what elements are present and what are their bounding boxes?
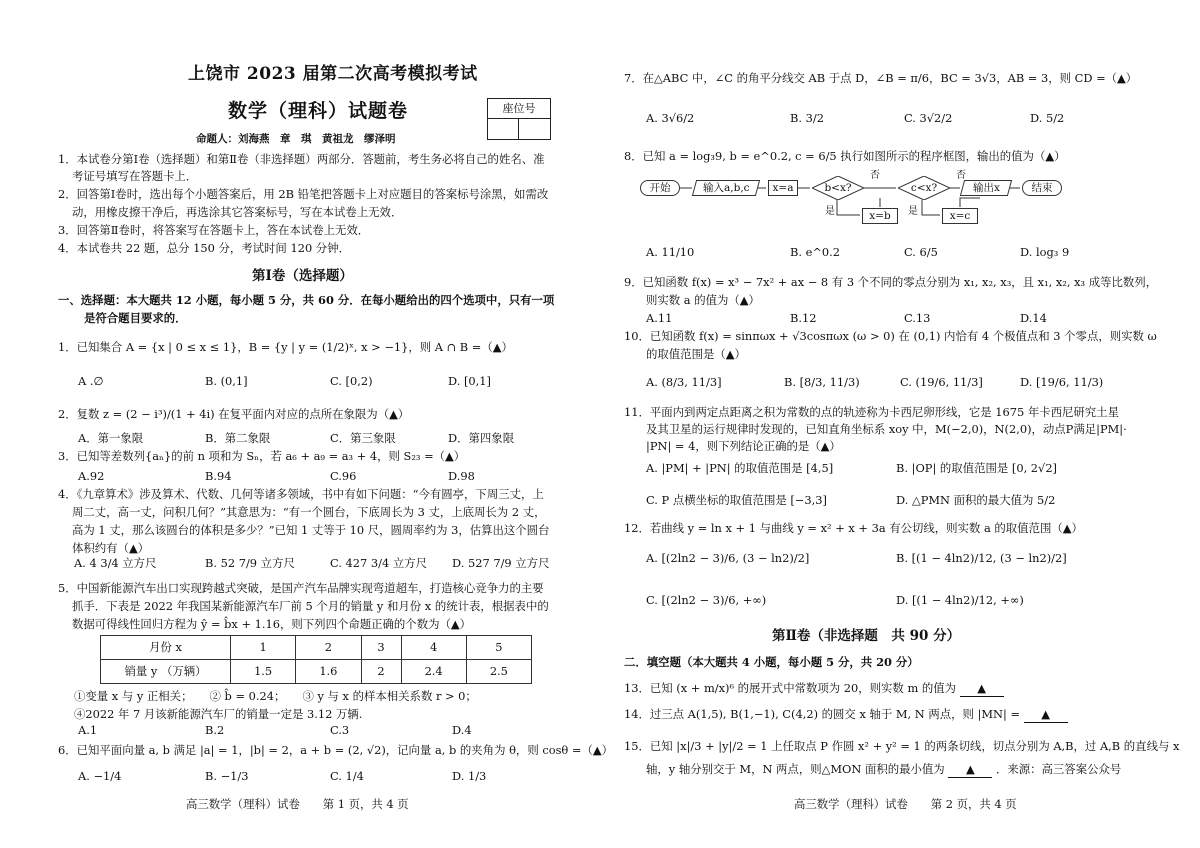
- q5-option-b: B.2: [205, 723, 225, 737]
- page-footer: 高三数学（理科）试卷 第 2 页，共 4 页: [794, 797, 1017, 811]
- flow-output-label: 输出x: [972, 182, 1000, 194]
- question-2: 2．复数 z = (2 − i³)/(1 + 4i) 在复平面内对应的点所在象限为（▲）: [58, 407, 410, 421]
- flow-assign: x=a: [768, 180, 798, 196]
- q12-option-d: D. [(1 − 4ln2)/12, +∞): [896, 593, 1024, 607]
- q9-option-d: D.14: [1020, 311, 1047, 325]
- q6-option-c: C. 1/4: [330, 769, 364, 783]
- q7-option-a: A. 3√6/2: [646, 111, 695, 125]
- table-cell: 2: [296, 636, 361, 660]
- part-1-header: 一、选择题：本大题共 12 小题，每小题 5 分，共 60 分．在每小题给出的四个选项中，只有一项: [58, 293, 555, 307]
- q3-option-b: B.94: [205, 469, 232, 483]
- sales-table: [100, 635, 532, 684]
- q6-option-b: B. −1/3: [205, 769, 249, 783]
- q7-option-b: B. 3/2: [790, 111, 824, 125]
- q5-option-d: D.4: [452, 723, 472, 737]
- table-cell: 1: [231, 636, 296, 660]
- table-cell: 4: [401, 636, 466, 660]
- table-header-month: 月份 x: [101, 636, 231, 660]
- note-3: 3．回答第Ⅱ卷时，将答案写在答题卡上，答在本试卷上无效．: [58, 223, 370, 237]
- question-14: [624, 708, 1068, 723]
- answer-blank: ▲: [1024, 708, 1068, 723]
- q8-option-c: C. 6/5: [904, 245, 938, 259]
- q12-option-c: C. [(2ln2 − 3)/6, +∞): [646, 593, 767, 607]
- q6-option-a: A. −1/4: [78, 769, 122, 783]
- question-13: [624, 682, 1004, 697]
- q11-option-a: A. |PM| + |PN| 的取值范围是 [4,5]: [646, 461, 834, 475]
- q1-option-c: C. [0,2): [330, 374, 373, 388]
- q4-option-b: B. 52 7/9 立方尺: [205, 556, 295, 570]
- q8-option-a: A. 11/10: [646, 245, 695, 259]
- q1-option-b: B. (0,1]: [205, 374, 248, 388]
- table-cell: 1.5: [231, 660, 296, 684]
- part-2-header: 二．填空题（本大题共 4 小题，每小题 5 分，共 20 分）: [624, 655, 919, 669]
- paper-title: 数学（理科）试题卷: [228, 100, 409, 122]
- flow-set-b: x=b: [862, 208, 898, 224]
- question-4: 4．《九章算术》涉及算术、代数、几何等诸多领域，书中有如下问题：“今有圆亭，下周三丈，上: [58, 487, 544, 501]
- q1-option-a: A .∅: [78, 374, 104, 388]
- question-11-line3: |PN| = 4，则下列结论正确的是（▲）: [646, 439, 841, 453]
- q2-option-a: A．第一象限: [78, 431, 144, 445]
- question-5: 5．中国新能源汽车出口实现跨越式突破，是国产汽车品牌实现弯道超车，打造核心竞争力的主要: [58, 581, 544, 595]
- question-4-line3: 高为 1 丈，那么该圆台的体积是多少？”已知 1 丈等于 10 尺，圆周率约为 3，估算出这个圆台: [72, 523, 550, 537]
- q11-option-c: C. P 点横坐标的取值范围是 [−3,3]: [646, 493, 827, 507]
- authors: 命题人：刘海燕 章 琪 黄祖龙 缪泽明: [196, 133, 396, 145]
- q1-option-d: D. [0,1]: [448, 374, 491, 388]
- question-15: 15．已知 |x|/3 + |y|/2 = 1 上任取点 P 作圆 x² + y² = 1 的两条切线，切点分别为 A,B，过 A,B 的直线与 x: [624, 739, 1180, 753]
- q7-option-d: D. 5/2: [1030, 111, 1065, 125]
- question-12: 12．若曲线 y = ln x + 1 与曲线 y = x² + x + 3a 有公切线，则实数 a 的取值范围（▲）: [624, 521, 1083, 535]
- q15-text: 轴，y 轴分别交于 M，N 两点，则△MON 面积的最小值为: [646, 762, 945, 776]
- table-cell: 5: [466, 636, 531, 660]
- q11-option-d: D. △PMN 面积的最大值为 5/2: [896, 493, 1056, 507]
- flow-set-c: x=c: [942, 208, 978, 224]
- q3-option-c: C.96: [330, 469, 357, 483]
- q9-option-b: B.12: [790, 311, 817, 325]
- question-10-cont: 的取值范围是（▲）: [646, 347, 746, 361]
- note-4: 4．本试卷共 22 题，总分 150 分，考试时间 120 分钟．: [58, 241, 350, 255]
- q12-option-a: A. [(2ln2 − 3)/6, (3 − ln2)/2]: [646, 551, 810, 565]
- page-2: [600, 0, 1200, 848]
- table-row: [101, 636, 532, 660]
- q14-text: 14．过三点 A(1,5), B(1,−1), C(4,2) 的圆交 x 轴于 M, N 两点，则 |MN| =: [624, 707, 1021, 721]
- question-1: 1．已知集合 A = {x | 0 ≤ x ≤ 1}，B = {y | y = (1/2)ˣ, x > −1}，则 A ∩ B =（▲）: [58, 340, 513, 354]
- note-1-cont: 考证号填写在答题卡上．: [72, 169, 198, 183]
- question-5-line2: 抓手．下表是 2022 年我国某新能源汽车厂前 5 个月的销量 y 和月份 x 的统计表，根据表中的: [72, 599, 549, 613]
- question-7: 7．在△ABC 中，∠C 的角平分线交 AB 于点 D，∠B = π/6，BC = 3√3，AB = 3，则 CD =（▲）: [624, 71, 1138, 85]
- seat-number-box: [487, 98, 551, 140]
- q4-option-d: D. 527 7/9 立方尺: [452, 556, 550, 570]
- q13-text: 13．已知 (x + m/x)⁶ 的展开式中常数项为 20，则实数 m 的值为: [624, 681, 957, 695]
- q3-option-d: D.98: [448, 469, 475, 483]
- question-15-cont: [646, 763, 1121, 778]
- q5-option-c: C.3: [330, 723, 350, 737]
- q5-option-a: A.1: [78, 723, 98, 737]
- flow-output: [960, 180, 1012, 196]
- q10-option-b: B. [8/3, 11/3): [784, 375, 860, 389]
- q5-statements: ①变量 x 与 y 正相关； ② b̂ = 0.24； ③ y 与 x 的样本相关系数 r > 0；: [74, 689, 477, 703]
- q3-option-a: A.92: [78, 469, 105, 483]
- question-6: 6．已知平面向量 a, b 满足 |a| = 1，|b| = 2，a + b = (2, √2)，记向量 a, b 的夹角为 θ，则 cosθ =（▲）: [58, 743, 613, 757]
- q2-option-b: B．第二象限: [205, 431, 271, 445]
- q7-option-c: C. 3√2/2: [904, 111, 953, 125]
- cond1-label: b<x?: [824, 182, 852, 194]
- table-cell: 2.4: [401, 660, 466, 684]
- flow-cond1: [812, 176, 864, 200]
- q10-option-a: A. (8/3, 11/3]: [646, 375, 722, 389]
- question-11-line2: 及其卫星的运行规律时发现的，已知直角坐标系 xoy 中，M(−2,0)，N(2,0)，动点P满足|PM|·: [646, 422, 1127, 436]
- table-header-sales: 销量 y （万辆）: [101, 660, 231, 684]
- exam-title: 上饶市 2023 届第二次高考模拟考试: [188, 64, 478, 84]
- q10-option-d: D. [19/6, 11/3): [1020, 375, 1104, 389]
- seat-label: 座位号: [488, 99, 550, 119]
- flow-no-1: 否: [870, 170, 880, 181]
- q12-option-b: B. [(1 − 4ln2)/12, (3 − ln2)/2]: [896, 551, 1067, 565]
- question-11: 11．平面内到两定点距离之积为常数的点的轨迹称为卡西尼卵形线，它是 1675 年卡西尼研究土星: [624, 405, 1119, 419]
- flow-cond2: [898, 176, 950, 200]
- q8-option-d: D. log₃ 9: [1020, 245, 1070, 259]
- question-4-line4: 体积约有（▲）: [72, 541, 150, 555]
- note-1: 1．本试卷分第Ⅰ卷（选择题）和第Ⅱ卷（非选择题）两部分．答题前，考生务必将自己的姓名、准: [58, 152, 545, 166]
- table-cell: 2.5: [466, 660, 531, 684]
- table-row: [101, 660, 532, 684]
- q4-option-a: A. 4 3/4 立方尺: [74, 556, 157, 570]
- page-footer: 高三数学（理科）试卷 第 1 页，共 4 页: [186, 797, 409, 811]
- part-1-header-cont: 是符合题目要求的．: [84, 311, 187, 325]
- flowchart: [640, 170, 1160, 238]
- q9-option-a: A.11: [646, 311, 673, 325]
- seat-divider: [518, 119, 519, 139]
- question-10: 10．已知函数 f(x) = sinπωx + √3cosπωx (ω > 0) 在 (0,1) 内恰有 4 个极值点和 3 个零点，则实数 ω: [624, 329, 1157, 343]
- q15-source: ．来源：高三答案公众号: [995, 762, 1122, 776]
- flow-start: 开始: [640, 180, 680, 196]
- flow-yes-2: 是: [908, 206, 918, 217]
- note-2: 2．回答第Ⅰ卷时，选出每个小题答案后，用 2B 铅笔把答题卡上对应题目的答案标号涂黑，如需改: [58, 187, 549, 201]
- table-cell: 3: [361, 636, 401, 660]
- question-3: 3．已知等差数列{aₙ}的前 n 项和为 Sₙ，若 a₆ + a₉ = a₃ + 4，则 S₂₃ =（▲）: [58, 449, 466, 463]
- question-5-line3: 数据可得线性回归方程为 ŷ = b̂x + 1.16，则下列四个命题正确的个数为（▲）: [72, 617, 472, 631]
- flow-input: [692, 180, 760, 196]
- flow-no-2: 否: [956, 170, 966, 181]
- question-9: 9．已知函数 f(x) = x³ − 7x² + ax − 8 有 3 个不同的零点分别为 x₁, x₂, x₃，且 x₁, x₂, x₃ 成等比数列，: [624, 275, 1158, 289]
- section-1-title: 第Ⅰ卷（选择题）: [252, 268, 353, 284]
- q2-option-d: D．第四象限: [448, 431, 515, 445]
- q2-option-c: C．第三象限: [330, 431, 396, 445]
- answer-blank: ▲: [948, 763, 992, 778]
- q11-option-b: B. |OP| 的取值范围是 [0, 2√2]: [896, 461, 1058, 475]
- question-4-line2: 周二丈，高一丈，问积几何？”其意思为：“有一个圆台，下底周长为 3 丈，上底周长为 2 丈，: [72, 505, 546, 519]
- table-cell: 2: [361, 660, 401, 684]
- q8-option-b: B. e^0.2: [790, 245, 841, 259]
- q6-option-d: D. 1/3: [452, 769, 487, 783]
- q10-option-c: C. (19/6, 11/3]: [900, 375, 983, 389]
- section-2-title: 第Ⅱ卷（非选择题 共 90 分）: [772, 628, 961, 644]
- flow-input-label: 输入a,b,c: [702, 182, 750, 194]
- table-cell: 1.6: [296, 660, 361, 684]
- question-8: 8．已知 a = log₃9, b = e^0.2, c = 6/5 执行如图所示的程序框图，输出的值为（▲）: [624, 149, 1066, 163]
- cond2-label: c<x?: [910, 182, 938, 194]
- q9-option-c: C.13: [904, 311, 931, 325]
- flow-end: 结束: [1022, 180, 1062, 196]
- flow-yes-1: 是: [825, 206, 835, 217]
- question-9-cont: 则实数 a 的值为（▲）: [646, 293, 760, 307]
- note-2-cont: 动，用橡皮擦干净后，再选涂其它答案标号，写在本试卷上无效．: [72, 205, 403, 219]
- answer-blank: ▲: [960, 682, 1004, 697]
- q5-statement-4: ④2022 年 7 月该新能源汽车厂的销量一定是 3.12 万辆.: [74, 707, 363, 721]
- q4-option-c: C. 427 3/4 立方尺: [330, 556, 428, 570]
